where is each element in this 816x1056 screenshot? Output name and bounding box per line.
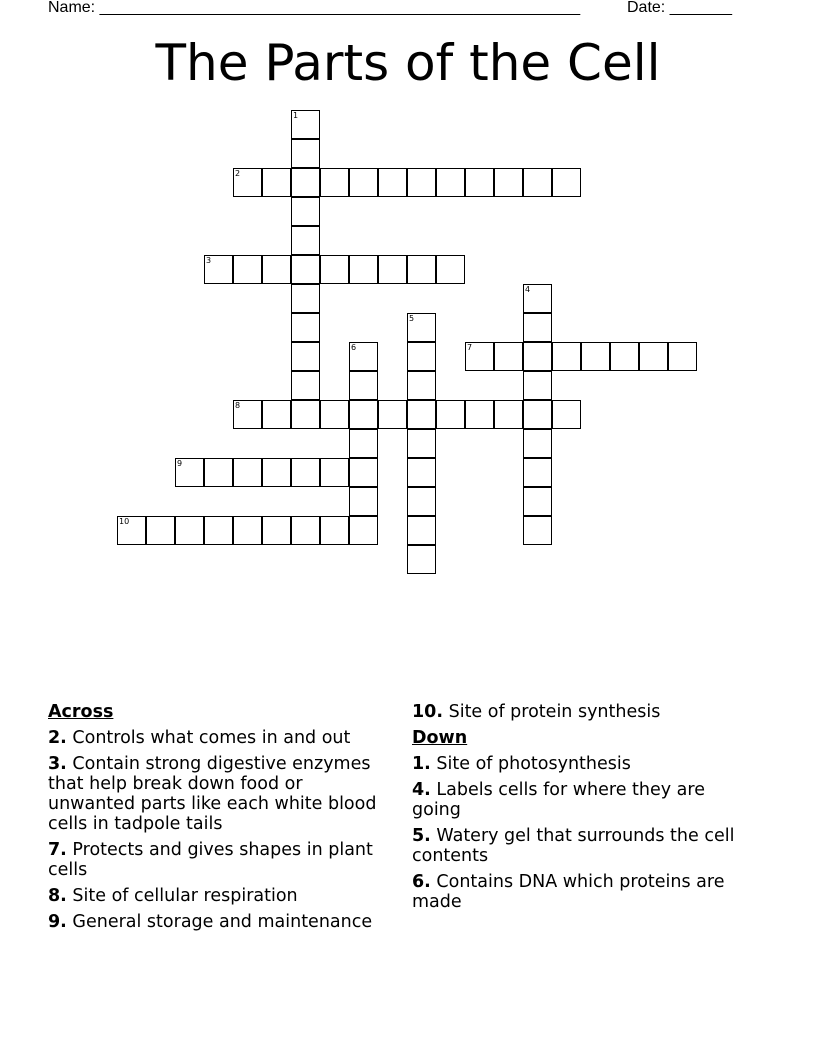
crossword-cell[interactable] xyxy=(668,342,697,371)
crossword-cell[interactable] xyxy=(349,255,378,284)
crossword-cell[interactable] xyxy=(291,168,320,197)
crossword-cell[interactable] xyxy=(291,458,320,487)
crossword-cell[interactable] xyxy=(436,168,465,197)
clue-across-9 xyxy=(48,912,393,932)
clue-across-2 xyxy=(48,728,393,748)
crossword-cell[interactable] xyxy=(291,139,320,168)
clue-number: 10. xyxy=(412,702,444,722)
cell-number: 1 xyxy=(293,111,299,120)
clue-text: Site of protein synthesis xyxy=(448,702,661,722)
crossword-cell[interactable] xyxy=(291,197,320,226)
crossword-cell[interactable] xyxy=(552,168,581,197)
clue-number: 3. xyxy=(48,754,67,774)
crossword-cell[interactable] xyxy=(378,255,407,284)
clue-down-6 xyxy=(412,872,757,912)
clue-text: Controls what comes in and out xyxy=(72,728,351,748)
clue-down-1 xyxy=(412,754,757,774)
crossword-cell[interactable] xyxy=(233,458,262,487)
cell-number: 9 xyxy=(177,459,183,468)
clue-across-10 xyxy=(412,702,757,722)
crossword-cell[interactable] xyxy=(407,342,436,371)
clue-number: 8. xyxy=(48,886,67,906)
crossword-cell[interactable] xyxy=(523,487,552,516)
clue-across-8 xyxy=(48,886,393,906)
crossword-cell[interactable] xyxy=(320,458,349,487)
crossword-cell[interactable] xyxy=(291,110,320,139)
clue-down-5 xyxy=(412,826,757,866)
crossword-cell[interactable] xyxy=(407,458,436,487)
date-blank-line: _______ xyxy=(669,0,732,16)
crossword-cell[interactable] xyxy=(233,168,262,197)
crossword-cell[interactable] xyxy=(233,516,262,545)
clue-number: 9. xyxy=(48,912,67,932)
clue-text: Site of photosynthesis xyxy=(436,754,631,774)
crossword-cell[interactable] xyxy=(407,487,436,516)
crossword-cell[interactable] xyxy=(204,516,233,545)
clue-across-3 xyxy=(48,754,393,834)
crossword-cell[interactable] xyxy=(262,255,291,284)
cell-number: 3 xyxy=(206,256,212,265)
crossword-cell[interactable] xyxy=(581,342,610,371)
crossword-cell[interactable] xyxy=(349,429,378,458)
clues-column-right xyxy=(412,702,757,918)
crossword-cell[interactable] xyxy=(262,458,291,487)
cell-number: 10 xyxy=(119,517,130,526)
crossword-cell[interactable] xyxy=(262,400,291,429)
crossword-cell[interactable] xyxy=(262,168,291,197)
page-title: The Parts of the Cell xyxy=(155,34,661,92)
clue-text: Contains DNA which proteins are made xyxy=(412,872,725,912)
crossword-cell[interactable] xyxy=(494,342,523,371)
clue-number: 2. xyxy=(48,728,67,748)
crossword-cell[interactable] xyxy=(523,400,552,429)
crossword-cell[interactable] xyxy=(639,342,668,371)
crossword-cell[interactable] xyxy=(349,342,378,371)
crossword-cell[interactable] xyxy=(146,516,175,545)
clue-text: Contain strong digestive enzymes that help break down food or unwanted parts like each white blood cells in tadpole tails xyxy=(48,754,377,834)
crossword-cell[interactable] xyxy=(233,400,262,429)
crossword-cell[interactable] xyxy=(291,371,320,400)
crossword-cell[interactable] xyxy=(523,168,552,197)
down-heading: Down xyxy=(412,728,468,748)
crossword-cell[interactable] xyxy=(407,400,436,429)
clue-number: 1. xyxy=(412,754,431,774)
crossword-cell[interactable] xyxy=(407,545,436,574)
crossword-cell[interactable] xyxy=(349,516,378,545)
crossword-cell[interactable] xyxy=(494,168,523,197)
crossword-cell[interactable] xyxy=(523,371,552,400)
across-heading: Across xyxy=(48,702,114,722)
crossword-cell[interactable] xyxy=(523,458,552,487)
crossword-cell[interactable] xyxy=(552,400,581,429)
crossword-cell[interactable] xyxy=(523,429,552,458)
crossword-cell[interactable] xyxy=(291,255,320,284)
crossword-cell[interactable] xyxy=(291,516,320,545)
crossword-cell[interactable] xyxy=(204,458,233,487)
crossword-cell[interactable] xyxy=(378,400,407,429)
crossword-cell[interactable] xyxy=(291,400,320,429)
crossword-cell[interactable] xyxy=(291,342,320,371)
name-label: Name: xyxy=(48,0,96,16)
crossword-cell[interactable] xyxy=(494,400,523,429)
clue-text: Site of cellular respiration xyxy=(72,886,298,906)
crossword-cell[interactable] xyxy=(523,313,552,342)
crossword-cell[interactable] xyxy=(407,168,436,197)
clue-text: Watery gel that surrounds the cell contents xyxy=(412,826,735,866)
clue-number: 6. xyxy=(412,872,431,892)
crossword-cell[interactable] xyxy=(407,313,436,342)
crossword-cell[interactable] xyxy=(610,342,639,371)
crossword-cell[interactable] xyxy=(523,342,552,371)
crossword-cell[interactable] xyxy=(523,284,552,313)
crossword-cell[interactable] xyxy=(349,371,378,400)
crossword-cell[interactable] xyxy=(349,487,378,516)
cell-number: 4 xyxy=(525,285,531,294)
crossword-cell[interactable] xyxy=(552,342,581,371)
cell-number: 6 xyxy=(351,343,357,352)
clue-number: 5. xyxy=(412,826,431,846)
crossword-cell[interactable] xyxy=(378,168,407,197)
crossword-cell[interactable] xyxy=(262,516,291,545)
crossword-cell[interactable] xyxy=(407,429,436,458)
clue-text: Protects and gives shapes in plant cells xyxy=(48,840,373,880)
crossword-cell[interactable] xyxy=(117,516,146,545)
crossword-cell[interactable] xyxy=(233,255,262,284)
clue-text: General storage and maintenance xyxy=(72,912,373,932)
crossword-cell[interactable] xyxy=(465,400,494,429)
crossword-cell[interactable] xyxy=(349,168,378,197)
crossword-cell[interactable] xyxy=(349,458,378,487)
crossword-cell[interactable] xyxy=(349,400,378,429)
date-label: Date: xyxy=(627,0,666,16)
cell-number: 8 xyxy=(235,401,241,410)
crossword-cell[interactable] xyxy=(175,458,204,487)
crossword-cell[interactable] xyxy=(407,371,436,400)
crossword-cell[interactable] xyxy=(320,516,349,545)
crossword-cell[interactable] xyxy=(465,342,494,371)
clue-text: Labels cells for where they are going xyxy=(412,780,705,820)
crossword-cell[interactable] xyxy=(407,255,436,284)
crossword-cell[interactable] xyxy=(320,255,349,284)
crossword-cell[interactable] xyxy=(523,516,552,545)
crossword-cell[interactable] xyxy=(291,284,320,313)
crossword-cell[interactable] xyxy=(320,168,349,197)
crossword-cell[interactable] xyxy=(436,255,465,284)
name-blank-line: ______________________________________________________ xyxy=(99,0,581,16)
crossword-cell[interactable] xyxy=(320,400,349,429)
crossword-cell[interactable] xyxy=(291,226,320,255)
cell-number: 2 xyxy=(235,169,241,178)
crossword-cell[interactable] xyxy=(204,255,233,284)
clue-number: 4. xyxy=(412,780,431,800)
clue-number: 7. xyxy=(48,840,67,860)
clues-column-left xyxy=(48,702,393,938)
crossword-cell[interactable] xyxy=(175,516,204,545)
clue-across-7 xyxy=(48,840,393,880)
clue-down-4 xyxy=(412,780,757,820)
cell-number: 7 xyxy=(467,343,473,352)
crossword-cell[interactable] xyxy=(465,168,494,197)
cell-number: 5 xyxy=(409,314,415,323)
crossword-cell[interactable] xyxy=(291,313,320,342)
crossword-cell[interactable] xyxy=(407,516,436,545)
crossword-cell[interactable] xyxy=(436,400,465,429)
